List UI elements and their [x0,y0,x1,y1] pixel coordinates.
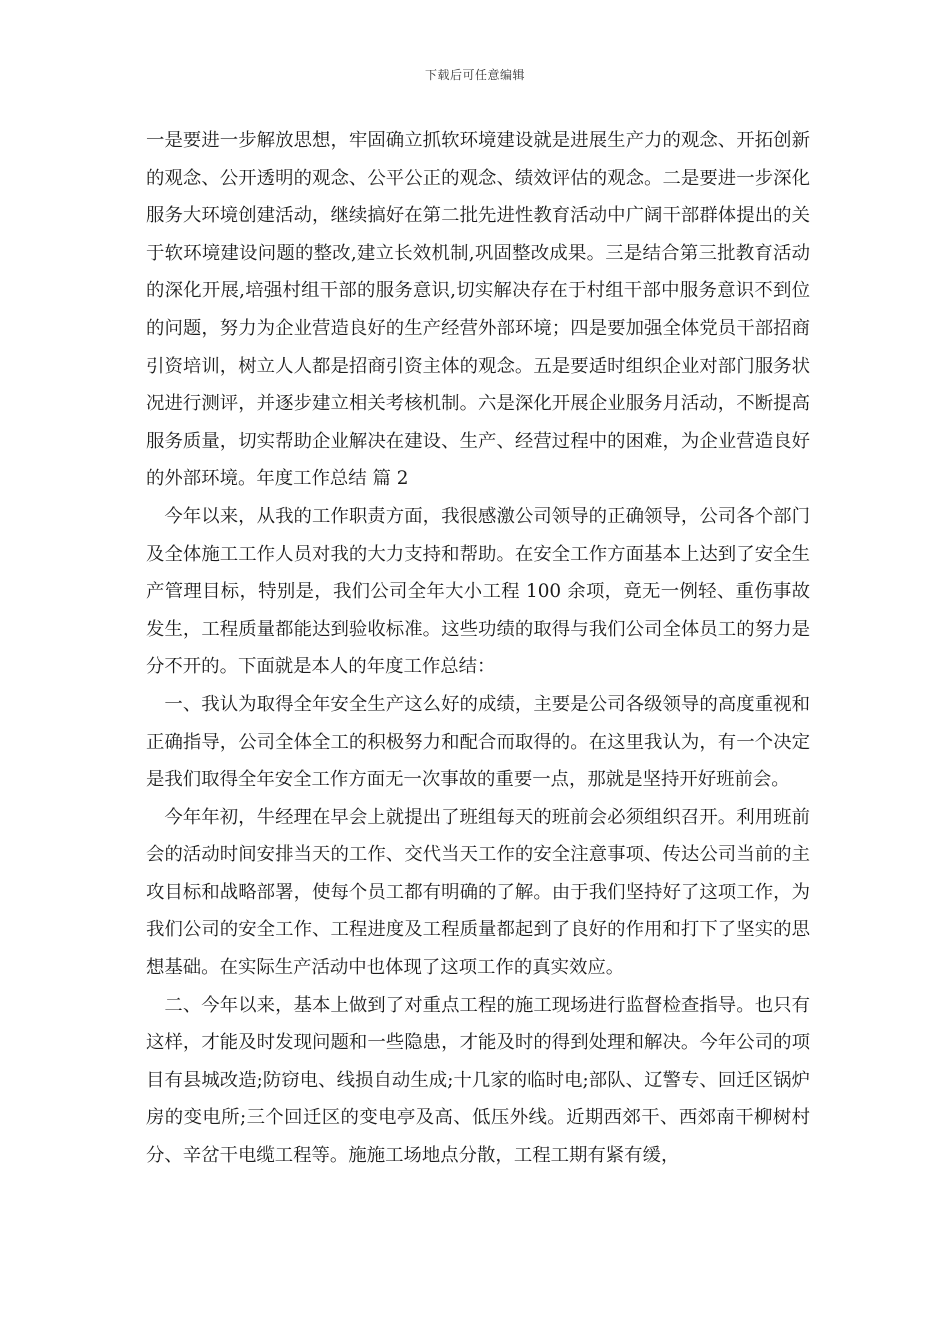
paragraph-2: 今年以来，从我的工作职责方面，我很感激公司领导的正确领导，公司各个部门及全体施工工作人员对我的大力支持和帮助。在安全工作方面基本上达到了安全生产管理目标，特别是，我们公司全年大小工程 100 余项，竟无一例轻、重伤事故发生，工程质量都能达到验收标准。这些功绩的取得与我们公司全体员工的努力是分不开的。下面就是本人的年度工作总结： [146,505,810,678]
page-header: 下载后可任意编辑 [424,68,525,82]
document-body [146,122,810,1175]
paragraph-3: 一、我认为取得全年安全生产这么好的成绩，主要是公司各级领导的高度重视和正确指导，公司全体全工的积极努力和配合而取得的。在这里我认为，有一个决定是我们取得全年安全工作方面无一次事故的重要一点，那就是坚持开好班前会。 [146,693,810,791]
paragraph-4: 今年年初，牛经理在早会上就提出了班组每天的班前会必须组织召开。利用班前会的活动时间安排当天的工作、交代当天工作的安全注意事项、传达公司当前的主攻目标和战略部署，使每个员工都有明确的了解。由于我们坚持好了这项工作，为我们公司的安全工作、工程进度及工程质量都起到了良好的作用和打下了坚实的思想基础。在实际生产活动中也体现了这项工作的真实效应。 [146,806,810,979]
paragraph-5: 二、今年以来，基本上做到了对重点工程的施工现场进行监督检查指导。也只有这样，才能及时发现问题和一些隐患，才能及时的得到处理和解决。今年公司的项目有县城改造;防窃电、线损自动生成;十几家的临时电;部队、辽警专、回迁区锅炉房的变电所;三个回迁区的变电亭及高、低压外线。近期西郊干、西郊南干柳树村分、辛岔干电缆工程等。施施工场地点分散，工程工期有紧有缓， [146,994,810,1167]
paragraph-1: 一是要进一步解放思想，牢固确立抓软环境建设就是进展生产力的观念、开拓创新的观念、公开透明的观念、公平公正的观念、绩效评估的观念。二是要进一步深化服务大环境创建活动，继续搞好在第二批先进性教育活动中广阔干部群体提出的关于软环境建设问题的整改,建立长效机制,巩固整改成果。三是结合第三批教育活动的深化开展,培强村组干部的服务意识,切实解决存在于村组干部中服务意识不到位的问题，努力为企业营造良好的生产经营外部环境；四是要加强全体党员干部招商引资培训，树立人人都是招商引资主体的观念。五是要适时组织企业对部门服务状况进行测评，并逐步建立相关考核机制。六是深化开展企业服务月活动，不断提高服务质量，切实帮助企业解决在建设、生产、经营过程中的困难，为企业营造良好的外部环境。年度工作总结 篇 2 [146,130,810,490]
